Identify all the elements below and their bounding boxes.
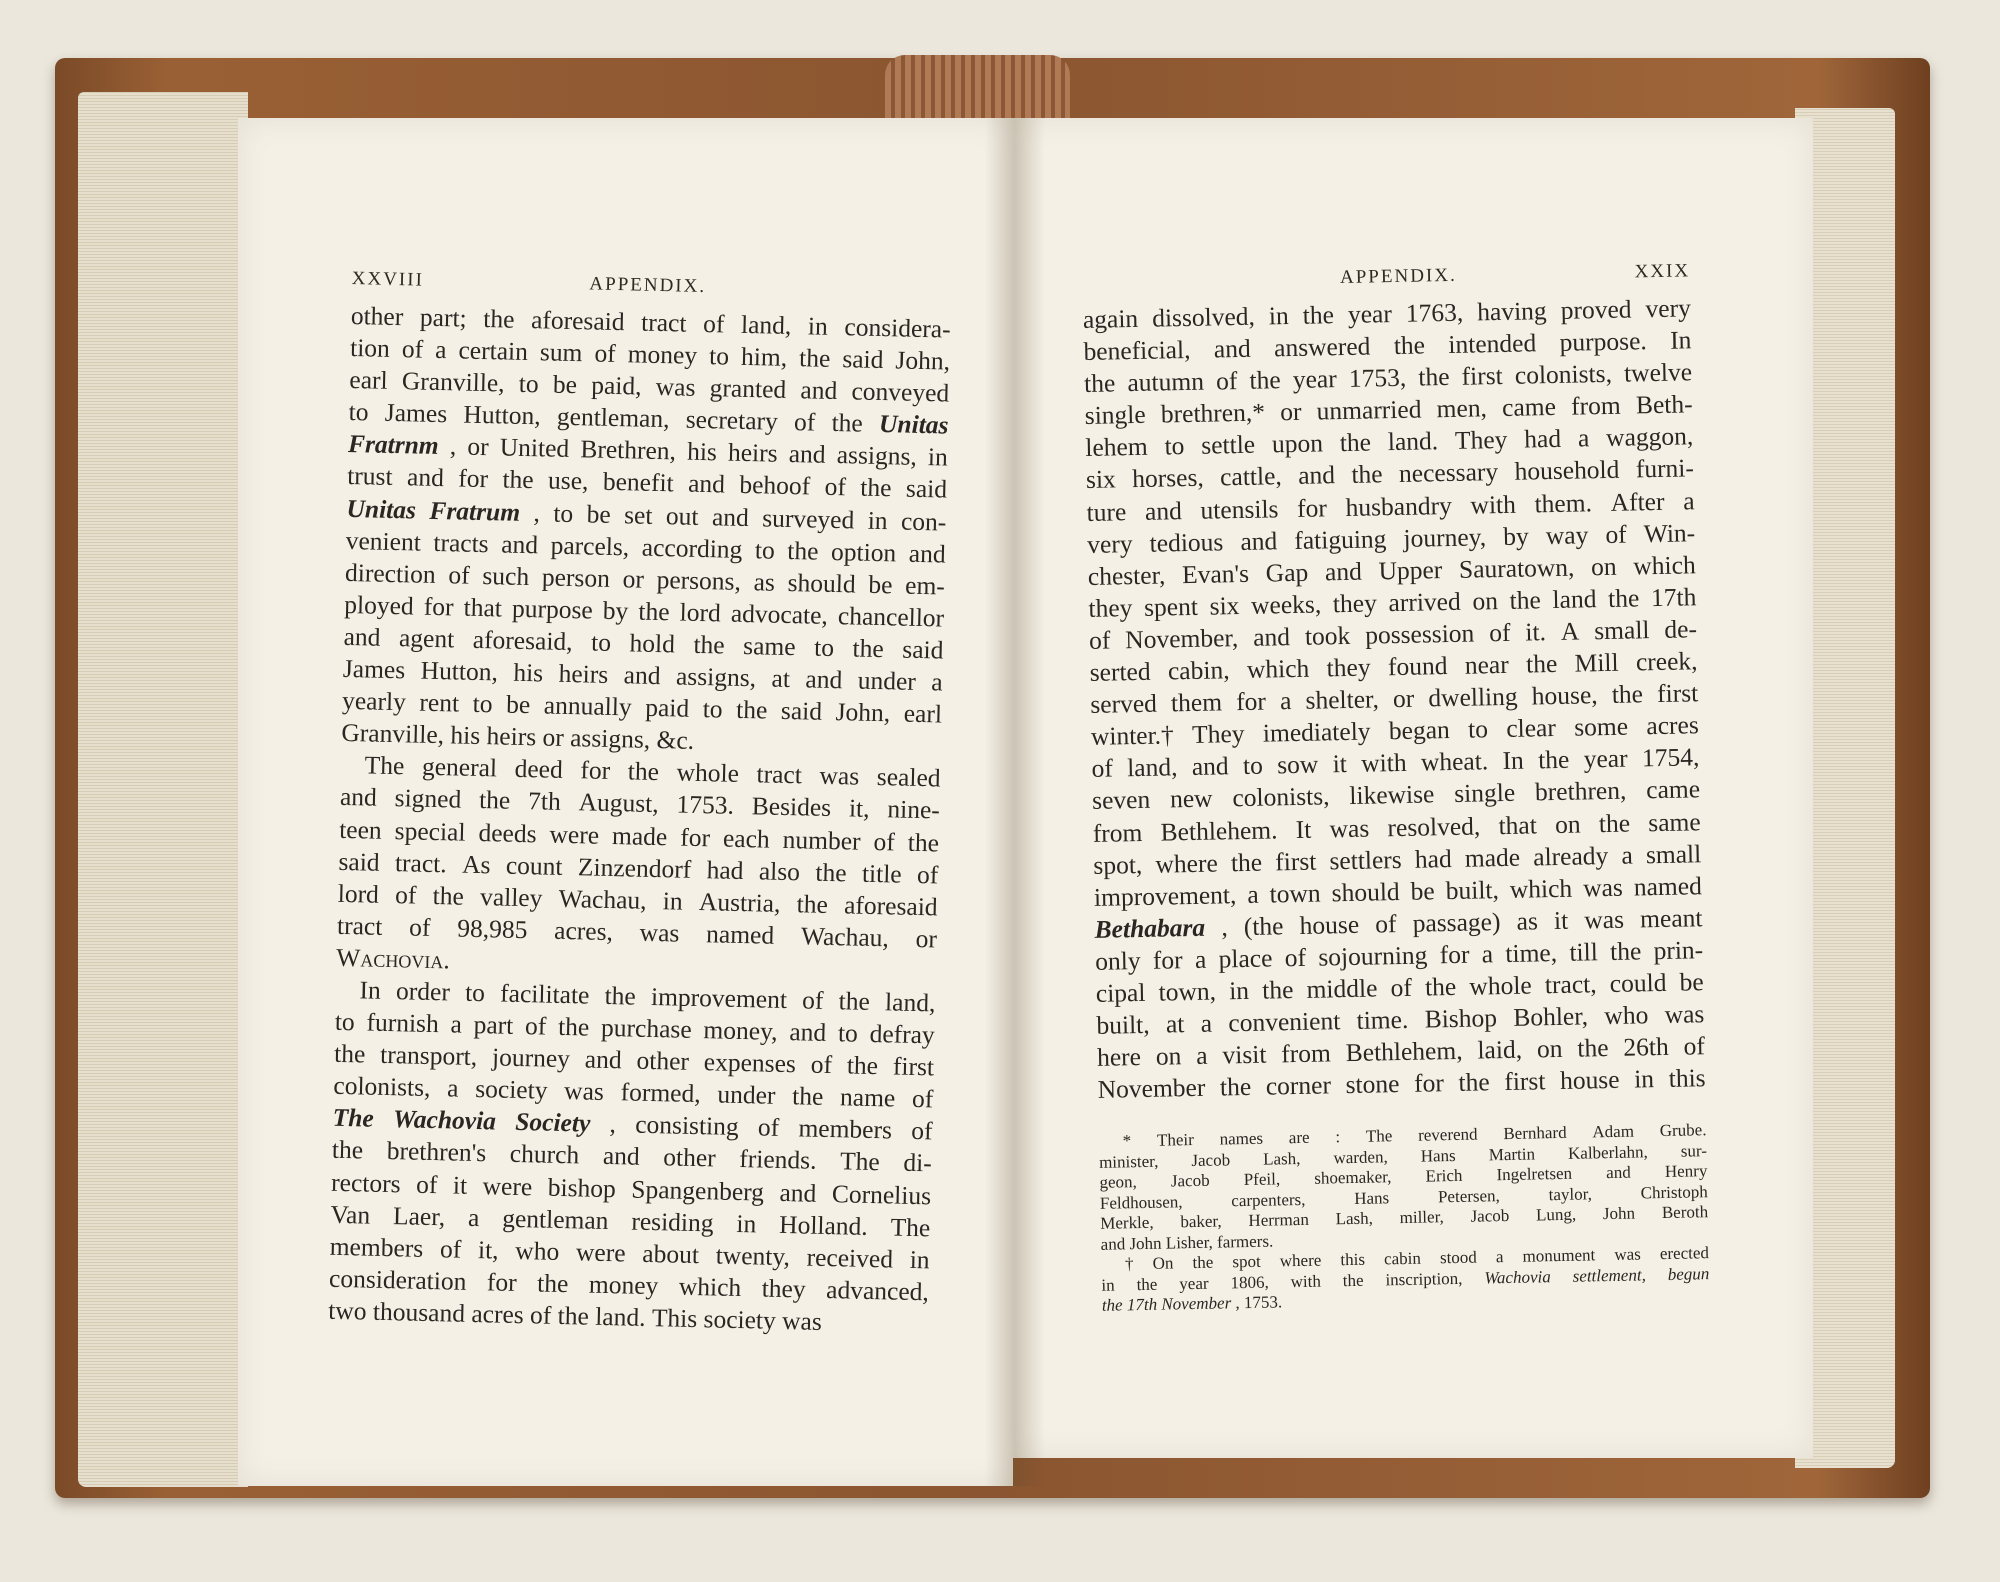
- text-line: only for a place of sojourning for a time, till the prin-: [1094, 935, 1704, 976]
- footnote-line: in the year 1806, with the inscription, Wachovia settlement, begun: [1101, 1263, 1710, 1295]
- text-line: chester, Evan's Gap and Upper Sauratown, on which: [1087, 550, 1696, 591]
- book-spine-headband: [885, 55, 1070, 125]
- right-page-text: [1082, 260, 1710, 1316]
- text-line: tract of 98,985 acres, was named Wachau, or: [336, 910, 938, 954]
- footnote-line: minister, Jacob Lash, warden, Hans Martin Kalberlahn, sur-: [1098, 1141, 1708, 1172]
- text-line: to James Hutton, gentleman, secretary of the Unitas: [348, 397, 949, 440]
- text-line: serted cabin, which they found near the Mill creek,: [1089, 646, 1698, 687]
- text-line: Granville, his heirs or assigns, &c.: [341, 718, 695, 756]
- book-gutter: [985, 118, 1045, 1486]
- text-line: the brethren's church and other friends. The di-: [331, 1135, 933, 1178]
- right-body-text: [1083, 292, 1706, 1106]
- text-line: six horses, cattle, and the necessary household furni-: [1085, 453, 1695, 495]
- text-line: of land, and to sow it with wheat. In the year 1754,: [1091, 742, 1700, 784]
- text-line: lehem to settle upon the land. They had a waggon,: [1085, 421, 1694, 463]
- text-line: single brethren,* or unmarried men, came from Beth-: [1084, 389, 1693, 431]
- left-page-number: XXVIII: [351, 268, 425, 291]
- footnote-line: and John Lisher, farmers.: [1100, 1231, 1274, 1254]
- text-line: the transport, journey and other expenses of the first: [333, 1038, 935, 1082]
- text-line: they spent six weeks, they arrived on the land the 17th: [1088, 582, 1697, 623]
- text-line: seven new colonists, likewise single brethren, came: [1091, 774, 1701, 816]
- text-line: and signed the 7th August, 1753. Besides it, nine-: [339, 782, 941, 825]
- text-line: again dissolved, in the year 1763, having proved very: [1082, 293, 1692, 334]
- left-page-text: [328, 268, 952, 1340]
- text-line: ployed for that purpose by the lord advocate, chancellor: [344, 589, 945, 633]
- left-running-head: APPENDIX.: [589, 273, 707, 298]
- text-line: lord of the valley Wachau, in Austria, the aforesaid: [337, 878, 938, 922]
- text-line: the autumn of the year 1753, the first colonists, twelve: [1083, 357, 1693, 399]
- text-line: ture and utensils for husbandry with them. After a: [1086, 485, 1695, 527]
- text-line: cipal town, in the middle of the whole tract, could be: [1095, 967, 1704, 1008]
- text-line: other part; the aforesaid tract of land, in considera-: [350, 300, 951, 344]
- text-line: trust and for the use, benefit and behoof of the said: [346, 461, 948, 505]
- text-line: served them for a shelter, or dwelling house, the first: [1090, 678, 1699, 720]
- text-line: here on a visit from Bethlehem, laid, on the 26th of: [1096, 1031, 1706, 1073]
- text-line: Bethabara , (the house of passage) as it was meant: [1094, 902, 1703, 944]
- text-line: colonists, a society was formed, under the name of: [333, 1071, 934, 1114]
- text-line: The general deed for the whole tract was sealed: [364, 750, 941, 793]
- text-line: built, at a convenient time. Bishop Bohler, who was: [1096, 999, 1705, 1040]
- text-line: James Hutton, his heirs and assigns, at and under a: [342, 653, 943, 697]
- left-page-edges: [78, 92, 248, 1487]
- text-line: In order to facilitate the improvement of the land,: [359, 975, 936, 1018]
- right-page-number: XXIX: [1634, 260, 1691, 283]
- text-line: yearly rent to be annually paid to the said John, earl: [341, 686, 943, 729]
- text-line: beneficial, and answered the intended purpose. In: [1083, 325, 1692, 367]
- text-line: very tedious and fatiguing journey, by way of Win-: [1086, 517, 1696, 559]
- footnote-line: Merkle, baker, Herrman Lash, miller, Jacob Lung, John Beroth: [1100, 1202, 1709, 1234]
- text-line: venient tracts and parcels, according to the option and: [345, 525, 947, 569]
- text-line: members of it, who were about twenty, received in: [329, 1231, 930, 1275]
- footnote-line: * Their names are : The reverend Bernhard Adam Grube.: [1122, 1120, 1707, 1151]
- text-line: November the corner stone for the first house in this: [1097, 1063, 1706, 1105]
- text-line: teen special deeds were made for each number of the: [338, 814, 940, 857]
- left-body-text: [328, 300, 951, 1340]
- text-line: The Wachovia Society , consisting of members of: [332, 1103, 933, 1146]
- text-line: Unitas Fratrum , to be set out and surveyed in con-: [346, 493, 947, 537]
- text-line: consideration for the money which they advanced,: [328, 1263, 930, 1307]
- text-line: from Bethlehem. It was resolved, that on the same: [1092, 806, 1701, 848]
- text-line: tion of a certain sum of money to him, the said John,: [349, 333, 951, 376]
- text-line: two thousand acres of the land. This society was: [328, 1295, 823, 1336]
- footnotes: [1099, 1121, 1710, 1317]
- text-line: spot, where the first settlers had made already a small: [1093, 838, 1702, 880]
- footnote-line: the 17th November , 1753.: [1101, 1292, 1283, 1316]
- text-line: rectors of it were bishop Spangenberg and Cornelius: [330, 1167, 932, 1210]
- text-line: of November, and took possession of it. A small de-: [1088, 614, 1698, 655]
- text-line: earl Granville, to be paid, was granted and conveyed: [349, 365, 950, 408]
- footnote-line: Feldhousen, carpenters, Hans Petersen, taylor, Christoph: [1099, 1182, 1708, 1213]
- text-line: and agent aforesaid, to hold the same to the said: [343, 621, 944, 665]
- text-line: to furnish a part of the purchase money, and to defray: [334, 1006, 936, 1050]
- text-line: winter.† They imediately began to clear some acres: [1090, 710, 1699, 752]
- text-line: Fratrnm , or United Brethren, his heirs and assigns, in: [347, 429, 949, 472]
- right-running-head: APPENDIX.: [1339, 264, 1457, 289]
- text-line: Van Laer, a gentleman residing in Holland. The: [330, 1199, 931, 1242]
- text-line: improvement, a town should be built, which was named: [1093, 870, 1703, 912]
- text-line: said tract. As count Zinzendorf had also the title of: [338, 846, 939, 890]
- text-line: direction of such person or persons, as should be em-: [344, 557, 946, 601]
- text-line: Wachovia.: [336, 942, 451, 975]
- footnote-line: † On the spot where this cabin stood a monument was erected: [1124, 1243, 1710, 1274]
- footnote-line: geon, Jacob Pfeil, shoemaker, Erich Ingelretsen and Henry: [1099, 1161, 1708, 1193]
